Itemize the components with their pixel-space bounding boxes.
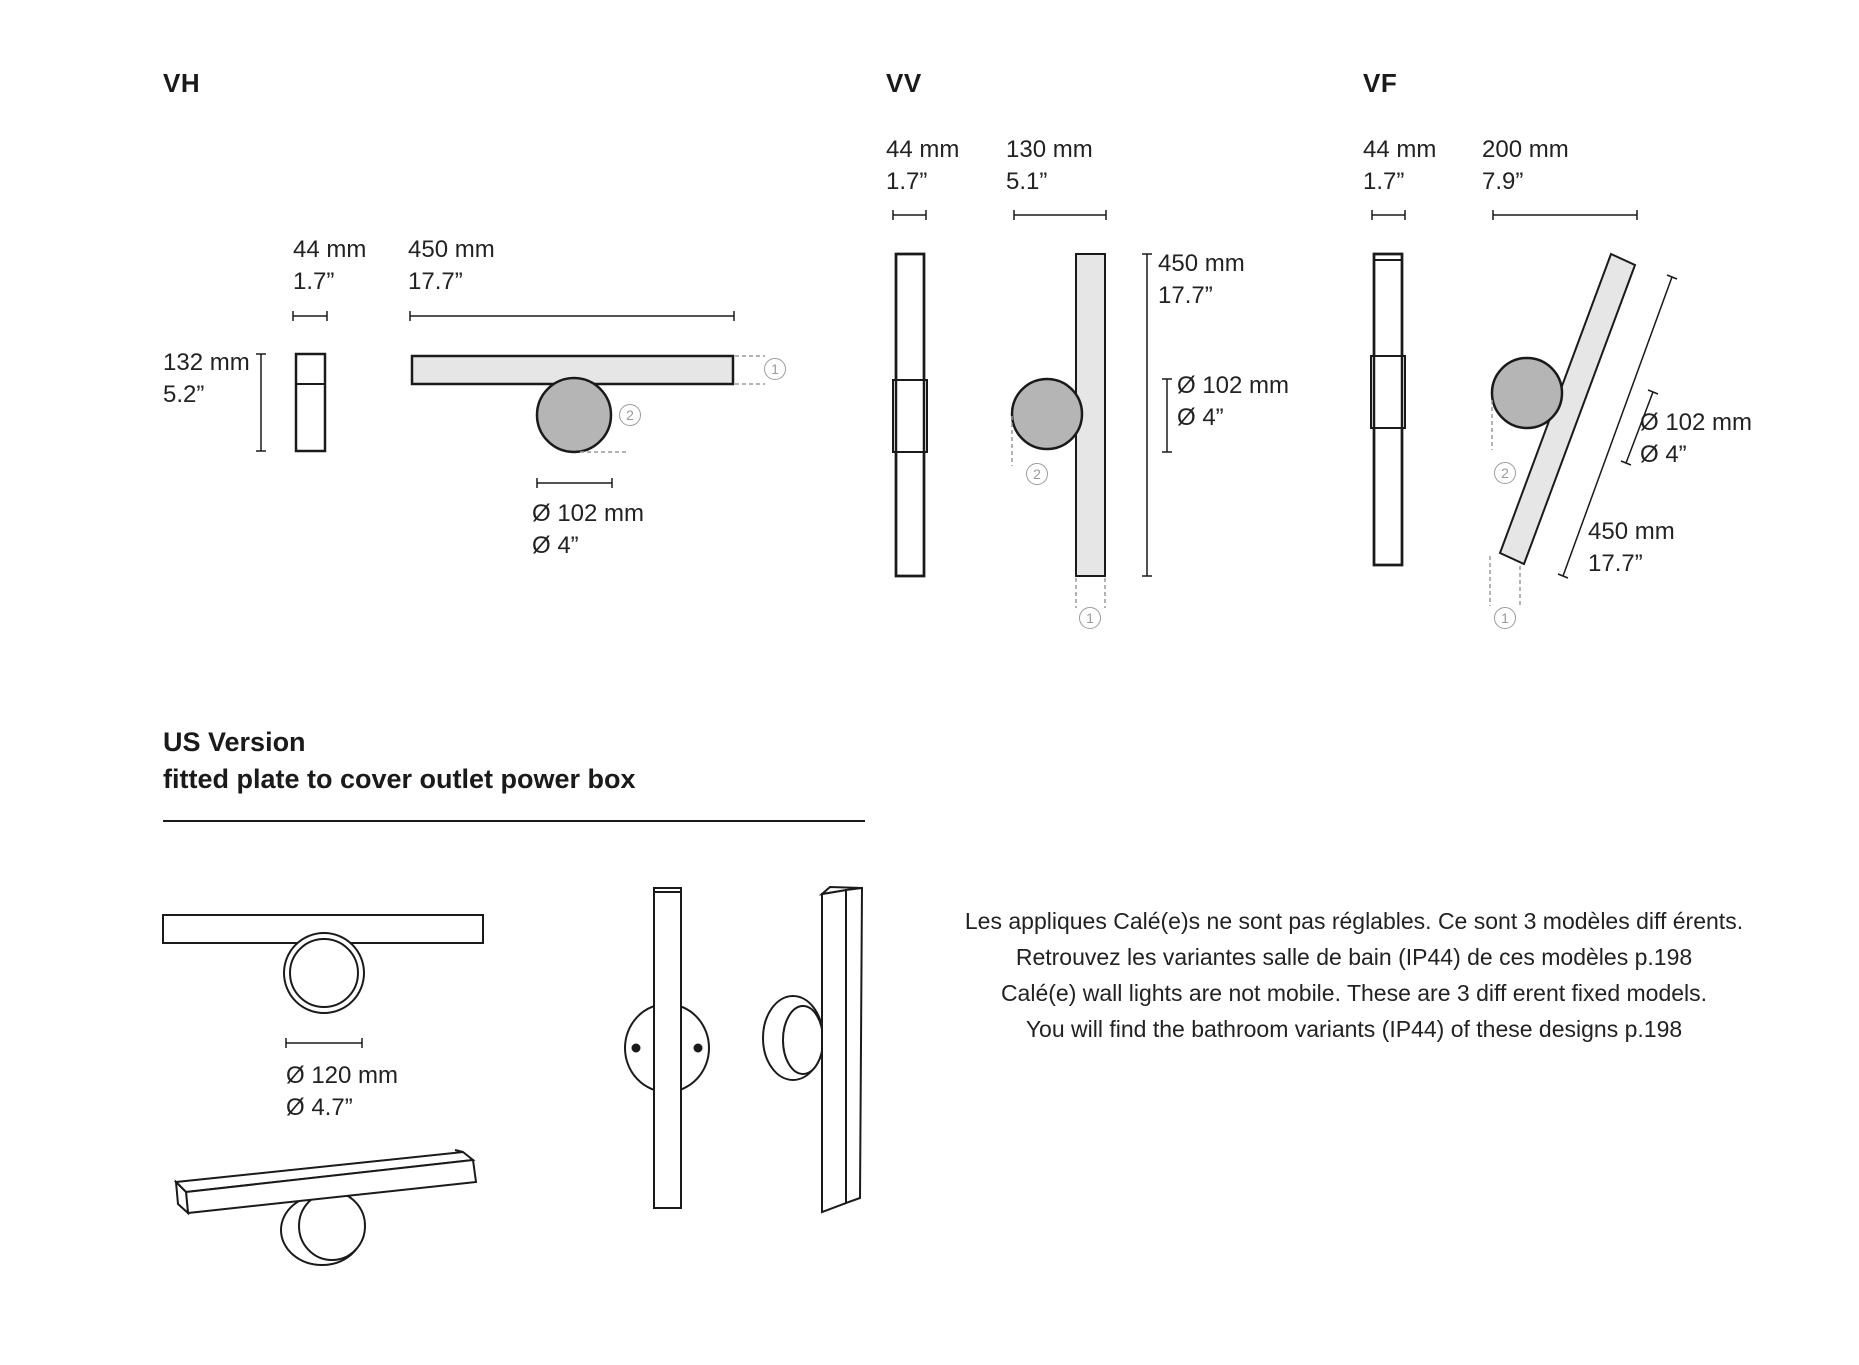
vh-title: VH — [163, 68, 201, 98]
vf-length-in: 17.7” — [1588, 550, 1643, 577]
vh-marker-2: 2 — [619, 404, 641, 426]
vf-length-label — [1588, 516, 1675, 580]
vv-width-mm: 130 mm — [1006, 136, 1093, 163]
us-front-drawing — [163, 915, 483, 1048]
us-version-subtitle: fitted plate to cover outlet power box — [163, 764, 636, 794]
vf-diameter-label — [1640, 407, 1752, 471]
vv-diameter-mm: Ø 102 mm — [1177, 372, 1290, 399]
vh-height-mm: 132 mm — [163, 349, 250, 376]
vh-depth-label — [293, 234, 366, 298]
vv-depth-in: 1.7” — [886, 168, 928, 195]
vh-depth-mm: 44 mm — [293, 236, 367, 263]
vf-marker-2: 2 — [1494, 462, 1516, 484]
us-diameter-label — [286, 1060, 398, 1124]
vh-diameter-mm: Ø 102 mm — [532, 500, 645, 527]
vv-title: VV — [886, 68, 922, 98]
us-perspective-horizontal — [176, 1150, 476, 1265]
vv-marker-2: 2 — [1026, 463, 1048, 485]
vf-length-mm: 450 mm — [1588, 518, 1675, 545]
note-line-3: Calé(e) wall lights are not mobile. These are 3 diff erent fixed models. — [1000, 980, 1708, 1006]
vh-height-label — [163, 347, 250, 411]
vf-diameter-mm: Ø 102 mm — [1640, 409, 1753, 436]
vv-diameter-label — [1177, 370, 1289, 434]
vv-length-label — [1158, 248, 1245, 312]
vh-marker-1: 1 — [764, 358, 786, 380]
us-diameter-in: Ø 4.7” — [286, 1094, 353, 1121]
us-perspective-vertical — [763, 887, 862, 1212]
vh-diameter-in: Ø 4” — [532, 532, 579, 559]
us-version-heading — [163, 724, 636, 798]
vf-width-mm: 200 mm — [1482, 136, 1569, 163]
vf-diameter-in: Ø 4” — [1640, 441, 1687, 468]
note-line-4: You will find the bathroom variants (IP44) of these designs p.198 — [1025, 1016, 1683, 1042]
vh-length-mm: 450 mm — [408, 236, 495, 263]
vf-title: VF — [1363, 68, 1398, 98]
vh-length-in: 17.7” — [408, 268, 463, 295]
vh-height-in: 5.2” — [163, 381, 205, 408]
vh-depth-in: 1.7” — [293, 268, 335, 295]
vv-width-in: 5.1” — [1006, 168, 1048, 195]
vv-width-label — [1006, 134, 1093, 198]
vv-marker-1: 1 — [1079, 607, 1101, 629]
us-version-title: US Version — [163, 727, 306, 757]
vv-depth-mm: 44 mm — [886, 136, 960, 163]
note-line-1: Les appliques Calé(e)s ne sont pas réglables. Ce sont 3 modèles diff érents. — [964, 908, 1744, 934]
vv-depth-label — [886, 134, 959, 198]
notes-block — [924, 903, 1784, 1047]
vf-width-label — [1482, 134, 1569, 198]
vv-drawing — [893, 210, 1172, 608]
vh-drawing — [256, 311, 765, 488]
vf-depth-label — [1363, 134, 1436, 198]
us-side-vertical — [625, 888, 709, 1208]
vh-diameter-label — [532, 498, 644, 562]
vf-depth-mm: 44 mm — [1363, 136, 1437, 163]
us-diameter-mm: Ø 120 mm — [286, 1062, 399, 1089]
vf-width-in: 7.9” — [1482, 168, 1524, 195]
vv-length-in: 17.7” — [1158, 282, 1213, 309]
note-line-2: Retrouvez les variantes salle de bain (IP44) de ces modèles p.198 — [1015, 944, 1693, 970]
vh-length-label — [408, 234, 495, 298]
vv-diameter-in: Ø 4” — [1177, 404, 1224, 431]
vv-length-mm: 450 mm — [1158, 250, 1245, 277]
vf-depth-in: 1.7” — [1363, 168, 1405, 195]
vf-marker-1: 1 — [1494, 607, 1516, 629]
